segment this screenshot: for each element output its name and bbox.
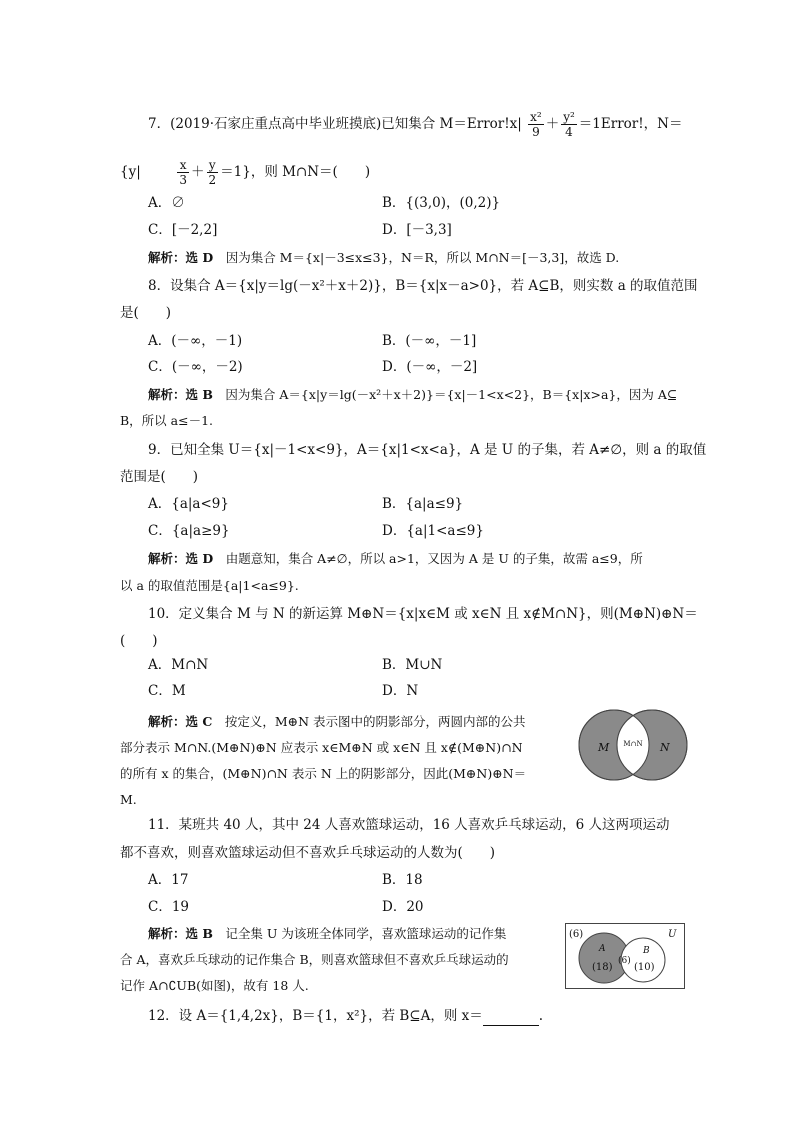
q7-option-c: C．[－2,2]	[148, 222, 218, 238]
q8-solution-line2: B，所以 a≤－1.	[120, 413, 214, 428]
q10-stem-line2: ( )	[120, 633, 158, 649]
q7-stem-text: 7．(2019·石家庄重点高中毕业班摸底)已知集合 M＝Error!x|	[148, 116, 522, 132]
venn-label-b: B	[643, 946, 650, 956]
q9-option-c: C．{a|a≥9}	[148, 523, 230, 539]
venn-count-overlap: (6)	[618, 956, 631, 966]
q8-option-c: C．(－∞，－2)	[148, 359, 243, 375]
q9-solution-line1: 解析：选 D 由题意知，集合 A≠∅，所以 a>1，又因为 A 是 U 的子集，故需 a≤9，所	[148, 551, 643, 566]
q7-fraction-x-3: $\frac{x}{3}$	[179, 158, 187, 187]
q8-option-d: D．(－∞，－2]	[382, 359, 478, 375]
venn-label-n: N	[660, 741, 670, 754]
q9-option-a: A．{a|a<9}	[148, 496, 229, 512]
venn-label-a: A	[599, 944, 606, 954]
q11-solution-line2: 合 A，喜欢乒乓球动的记作集合 B，则喜欢篮球但不喜欢乒乓球运动的	[120, 952, 509, 967]
q10-solution-line4: M.	[120, 792, 137, 807]
q9-option-b: B．{a|a≤9}	[382, 496, 464, 512]
q11-option-a: A．17	[148, 872, 189, 888]
q7-fraction-y2-4: $\frac{\text{y²}}{4}$	[563, 110, 575, 139]
q7-option-b: B．{(3,0)，(0,2)}	[382, 195, 501, 211]
q10-option-c: C．M	[148, 683, 186, 699]
q8-stem-line2: 是( )	[120, 305, 172, 321]
q9-stem-line1: 9．已知全集 U＝{x|－1<x<9}，A＝{x|1<x<a}，A 是 U 的子集，若 A≠∅，则 a 的取值	[148, 442, 707, 458]
q10-option-d: D．N	[382, 683, 419, 699]
q8-option-b: B．(－∞，－1]	[382, 333, 477, 349]
q12-stem: 12．设 A＝{1,4,2x}，B＝{1，x²}，若 B⊆A，则 x＝ .	[148, 1008, 544, 1024]
q7-option-d: D．[－3,3]	[382, 222, 452, 238]
q10-solution-line1: 解析：选 C 按定义，M⊕N 表示图中的阴影部分，两圆内部的公共	[148, 714, 526, 729]
q10-option-b: B．M∪N	[382, 657, 443, 673]
venn-count-b: (10)	[634, 962, 655, 973]
venn-universe-label: U	[668, 929, 677, 940]
q11-venn-diagram	[565, 923, 685, 989]
q10-venn-diagram	[576, 707, 690, 785]
q10-stem-line1: 10．定义集合 M 与 N 的新运算 M⊕N＝{x|x∈M 或 x∈N 且 x∉M∩N}，则(M⊕N)⊕N＝	[148, 606, 698, 622]
q7-option-a: A．∅	[148, 195, 185, 211]
q11-stem-line2: 都不喜欢，则喜欢篮球运动但不喜欢乒乓球运动的人数为( )	[120, 845, 496, 861]
q7-fraction-x2-9: $\frac{\text{x²}}{9}$	[530, 110, 542, 139]
venn-label-intersection: M∩N	[623, 740, 643, 748]
q11-option-c: C．19	[148, 899, 190, 915]
q8-stem-line1: 8．设集合 A＝{x|y＝lg(－x²＋x＋2)}，B＝{x|x－a>0}，若 A⊆B，则实数 a 的取值范围	[148, 278, 698, 294]
q10-option-a: A．M∩N	[148, 657, 209, 673]
q11-option-d: D．20	[382, 899, 424, 915]
q11-solution-line3: 记作 A∩∁UB(如图)，故有 18 人.	[120, 978, 309, 993]
q11-solution-line1: 解析：选 B 记全集 U 为该班全体同学，喜欢篮球运动的记作集	[148, 926, 507, 941]
q8-solution-line1: 解析：选 B 因为集合 A＝{x|y＝lg(－x²＋x＋2)}＝{x|－1<x<2}，B＝{x|x>a}，因为 A⊆	[148, 387, 678, 402]
q12-answer-blank[interactable]	[483, 1011, 539, 1026]
q10-solution-line2: 部分表示 M∩N.(M⊕N)⊕N 应表示 x∈M⊕N 或 x∈N 且 x∉(M⊕N)∩N	[120, 740, 523, 755]
q7-stem-line1: 7．(2019·石家庄重点高中毕业班摸底)已知集合 M＝Error!x| $\frac{\text{x²}}{9}$ ＋ $\frac{\text{y²}}{4}$ ＝1Error!，N＝	[148, 110, 683, 139]
venn-outside-count: (6)	[569, 929, 584, 940]
venn-count-a: (18)	[592, 962, 613, 973]
q7-solution: 解析：选 D 因为集合 M＝{x|－3≤x≤3}，N＝R，所以 M∩N＝[－3,3]，故选 D.	[148, 250, 620, 265]
q7-fraction-y-2: $\frac{y}{2}$	[208, 158, 217, 187]
q8-option-a: A．(－∞，－1)	[148, 333, 243, 349]
q11-stem-line1: 11．某班共 40 人，其中 24 人喜欢篮球运动，16 人喜欢乒乓球运动，6 人这两项运动	[148, 817, 670, 833]
q11-option-b: B．18	[382, 872, 423, 888]
q9-option-d: D．{a|1<a≤9}	[382, 523, 484, 539]
q10-solution-line3: 的所有 x 的集合，(M⊕N)∩N 表示 N 上的阴影部分，因此(M⊕N)⊕N＝	[120, 766, 527, 781]
q9-stem-line2: 范围是( )	[120, 469, 199, 485]
q9-solution-line2: 以 a 的取值范围是{a|1<a≤9}.	[120, 578, 299, 593]
venn-label-m: M	[598, 741, 610, 754]
q7-stem-line2: {y| $\frac{x}{3}$ ＋ $\frac{y}{2}$ ＝1}，则 M∩N＝( )	[120, 158, 371, 187]
